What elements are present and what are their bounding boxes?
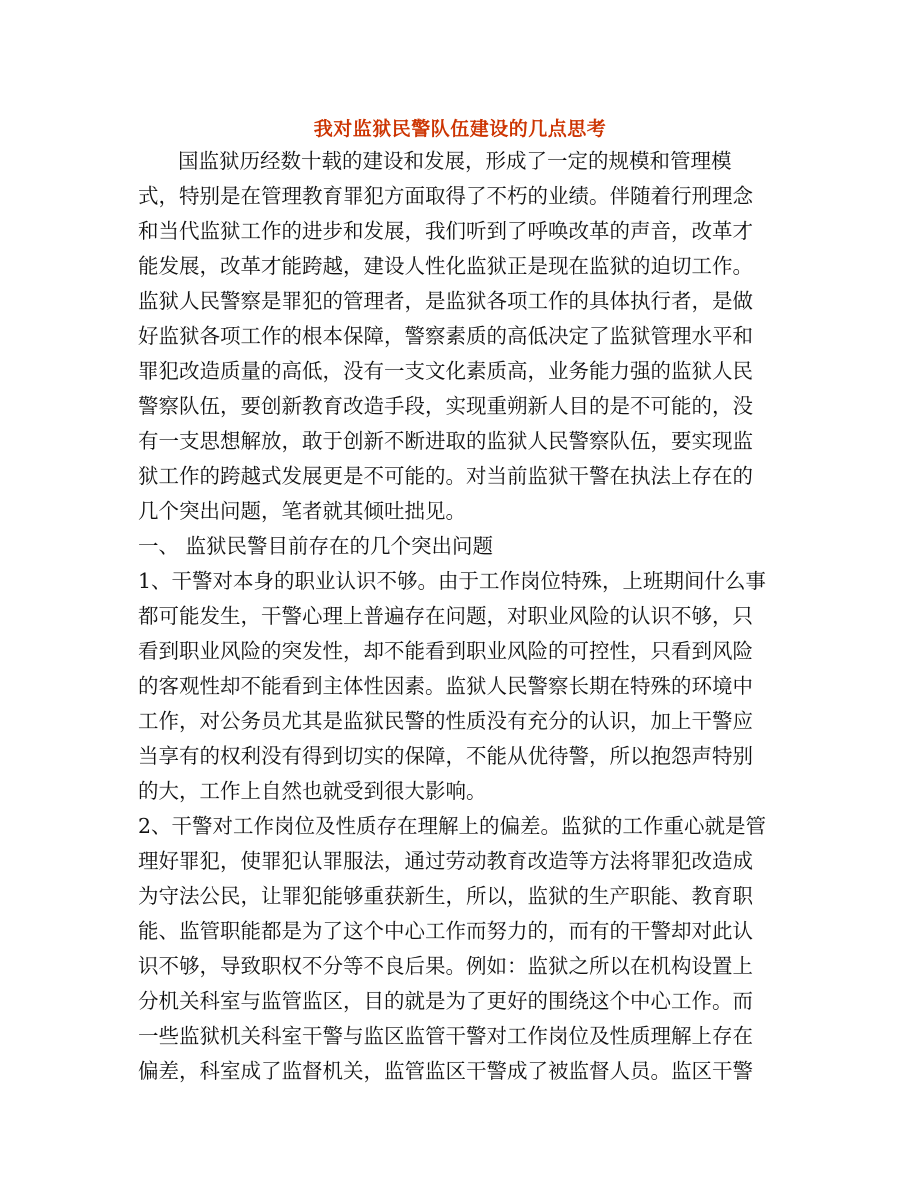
paragraph-line: 狱工作的跨越式发展更是不可能的。对当前监狱干警在执法上存在的	[138, 464, 753, 488]
paragraph-line: 能、监管职能都是为了这个中心工作而努力的，而有的干警却对此认	[138, 919, 753, 943]
paragraph-line: 式，特别是在管理教育罪犯方面取得了不朽的业绩。伴随着行刑理念	[138, 184, 753, 208]
section-heading: 一、 监狱民警目前存在的几个突出问题	[138, 534, 494, 558]
paragraph-line: 识不够，导致职权不分等不良后果。例如：监狱之所以在机构设置上	[138, 954, 753, 978]
paragraph-line: 好监狱各项工作的根本保障，警察素质的高低决定了监狱管理水平和	[138, 324, 753, 348]
paragraph-line: 有一支思想解放，敢于创新不断进取的监狱人民警察队伍，要实现监	[138, 429, 753, 453]
paragraph-line: 国监狱历经数十载的建设和发展，形成了一定的规模和管理模	[178, 149, 732, 173]
paragraph-line: 偏差，科室成了监督机关，监管监区干警成了被监督人员。监区干警	[138, 1059, 753, 1083]
paragraph-line: 工作，对公务员尤其是监狱民警的性质没有充分的认识，加上干警应	[138, 709, 753, 733]
paragraph-line: 罪犯改造质量的高低，没有一支文化素质高，业务能力强的监狱人民	[138, 359, 753, 383]
paragraph-line: 一些监狱机关科室干警与监区监管干警对工作岗位及性质理解上存在	[138, 1024, 753, 1048]
paragraph-line: 和当代监狱工作的进步和发展，我们听到了呼唤改革的声音，改革才	[138, 219, 753, 243]
paragraph-line: 的客观性却不能看到主体性因素。监狱人民警察长期在特殊的环境中	[138, 674, 753, 698]
paragraph-line: 理好罪犯，使罪犯认罪服法，通过劳动教育改造等方法将罪犯改造成	[138, 849, 753, 873]
paragraph-line: 2、干警对工作岗位及性质存在理解上的偏差。监狱的工作重心就是管	[138, 814, 767, 838]
paragraph-line: 能发展，改革才能跨越，建设人性化监狱正是现在监狱的迫切工作。	[138, 254, 753, 278]
paragraph-line: 当享有的权利没有得到切实的保障，不能从优待警，所以抱怨声特别	[138, 744, 753, 768]
paragraph-line: 监狱人民警察是罪犯的管理者，是监狱各项工作的具体执行者，是做	[138, 289, 753, 313]
paragraph-line: 的大，工作上自然也就受到很大影响。	[138, 779, 487, 803]
document-body	[138, 144, 780, 1089]
paragraph-line: 都可能发生，干警心理上普遍存在问题，对职业风险的认识不够，只	[138, 604, 753, 628]
paragraph-line: 为守法公民，让罪犯能够重获新生，所以，监狱的生产职能、教育职	[138, 884, 753, 908]
paragraph-line: 几个突出问题，笔者就其倾吐拙见。	[138, 499, 466, 523]
paragraph-line: 警察队伍，要创新教育改造手段，实现重朔新人目的是不可能的，没	[138, 394, 753, 418]
paragraph-line: 看到职业风险的突发性，却不能看到职业风险的可控性，只看到风险	[138, 639, 753, 663]
paragraph-line: 分机关科室与监管监区，目的就是为了更好的围绕这个中心工作。而	[138, 989, 753, 1013]
paragraph-line: 1、干警对本身的职业认识不够。由于工作岗位特殊，上班期间什么事	[138, 569, 767, 593]
document-title: 我对监狱民警队伍建设的几点思考	[313, 118, 607, 140]
